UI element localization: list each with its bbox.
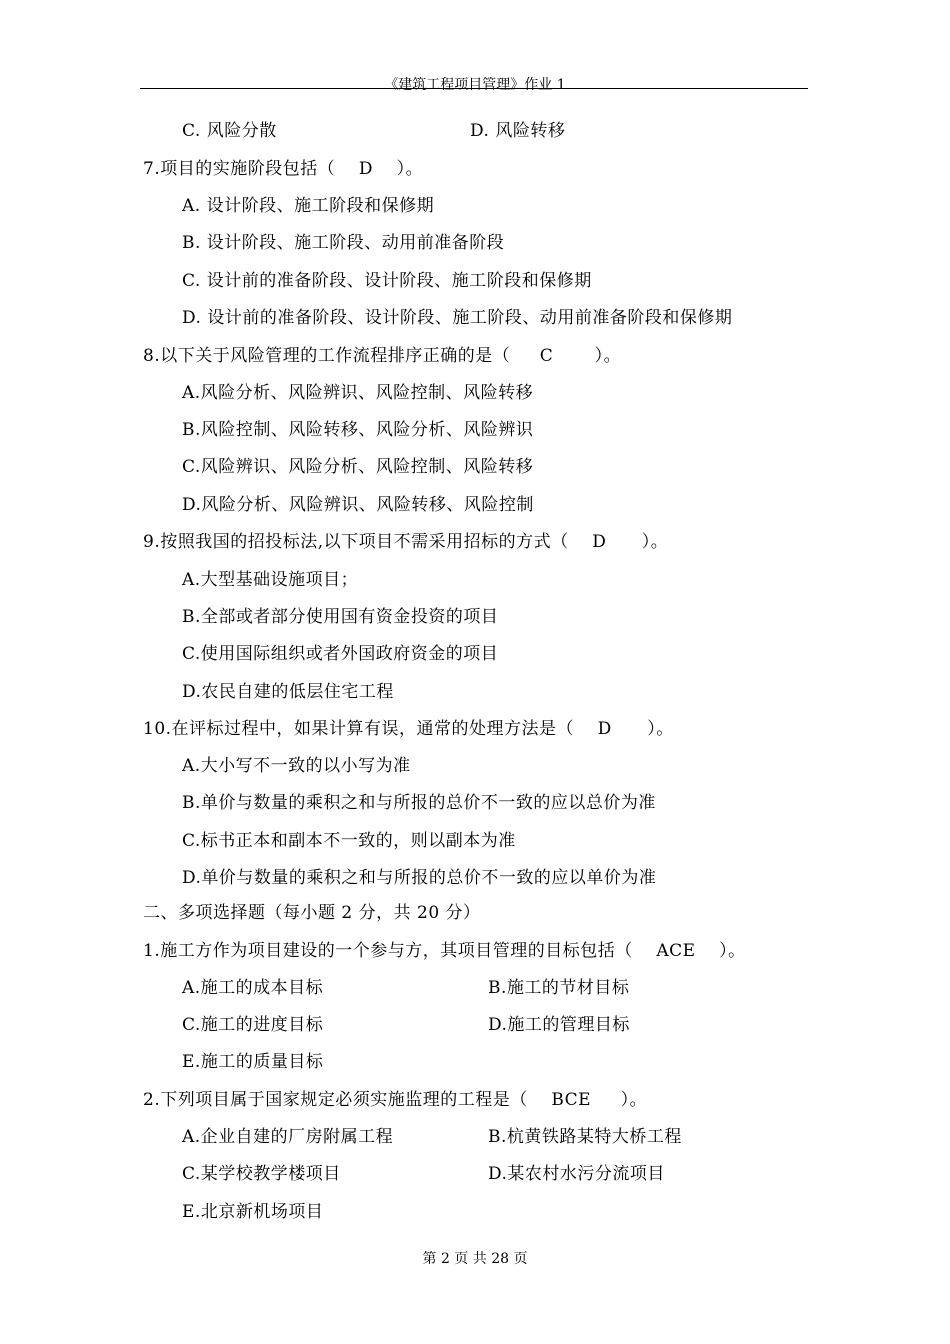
- m2-option-e: E.北京新机场项目: [182, 1202, 324, 1222]
- q10-option-a: A.大小写不一致的以小写为准: [182, 756, 411, 776]
- m1-option-c: C.施工的进度目标: [182, 1015, 324, 1035]
- m1-stem: 1.施工方作为项目建设的一个参与方，其项目管理的目标包括（ ACE ）。: [143, 941, 746, 961]
- q9-option-a: A.大型基础设施项目；: [182, 570, 359, 590]
- q8-option-c: C.风险辨识、风险分析、风险控制、风险转移: [182, 457, 534, 477]
- m1-option-a: A.施工的成本目标: [182, 978, 324, 998]
- m2-option-c: C.某学校教学楼项目: [182, 1164, 341, 1184]
- q9-option-c: C.使用国际组织或者外国政府资金的项目: [182, 644, 499, 664]
- page-footer: 第 2 页 共 28 页: [422, 1251, 528, 1267]
- m1-option-d: D.施工的管理目标: [488, 1015, 630, 1035]
- m2-option-a: A.企业自建的厂房附属工程: [182, 1127, 394, 1147]
- m2-stem: 2.下列项目属于国家规定必须实施监理的工程是（ BCE ）。: [143, 1090, 648, 1110]
- header-rule: [140, 88, 808, 89]
- q7-stem: 7.项目的实施阶段包括（ D ）。: [143, 159, 424, 179]
- q7-option-a: A. 设计阶段、施工阶段和保修期: [182, 196, 435, 216]
- q9-option-b: B.全部或者部分使用国有资金投资的项目: [182, 607, 499, 627]
- q8-option-b: B.风险控制、风险转移、风险分析、风险辨识: [182, 420, 534, 440]
- page-header: 《建筑工程项目管理》作业 1: [384, 77, 566, 93]
- section-2-title: 二、多项选择题（每小题 2 分，共 20 分）: [143, 903, 481, 923]
- m2-option-b: B.杭黄铁路某特大桥工程: [488, 1127, 682, 1147]
- m2-option-d: D.某农村水污分流项目: [488, 1164, 665, 1184]
- q8-stem: 8.以下关于风险管理的工作流程排序正确的是（ C ）。: [143, 346, 622, 366]
- m1-option-e: E.施工的质量目标: [182, 1052, 324, 1072]
- m1-option-b: B.施工的节材目标: [488, 978, 630, 998]
- q8-option-d: D.风险分析、风险辨识、风险转移、风险控制: [182, 495, 534, 515]
- q7-option-b: B. 设计阶段、施工阶段、动用前准备阶段: [182, 233, 505, 253]
- q10-stem: 10.在评标过程中，如果计算有误，通常的处理方法是（ D ）。: [143, 719, 674, 739]
- q9-option-d: D.农民自建的低层住宅工程: [182, 682, 394, 702]
- q7-option-c: C. 设计前的准备阶段、设计阶段、施工阶段和保修期: [182, 271, 592, 291]
- q9-stem: 9.按照我国的招投标法,以下项目不需采用招标的方式（ D ）。: [143, 532, 669, 552]
- q10-option-b: B.单价与数量的乘积之和与所报的总价不一致的应以总价为准: [182, 793, 656, 813]
- q8-option-a: A.风险分析、风险辨识、风险控制、风险转移: [182, 383, 534, 403]
- q7-option-d: D. 设计前的准备阶段、设计阶段、施工阶段、动用前准备阶段和保修期: [182, 308, 733, 328]
- q6-option-d: D. 风险转移: [470, 121, 566, 141]
- q10-option-c: C.标书正本和副本不一致的，则以副本为准: [182, 831, 516, 851]
- q6-option-c: C. 风险分散: [182, 121, 277, 141]
- q10-option-d: D.单价与数量的乘积之和与所报的总价不一致的应以单价为准: [182, 868, 657, 888]
